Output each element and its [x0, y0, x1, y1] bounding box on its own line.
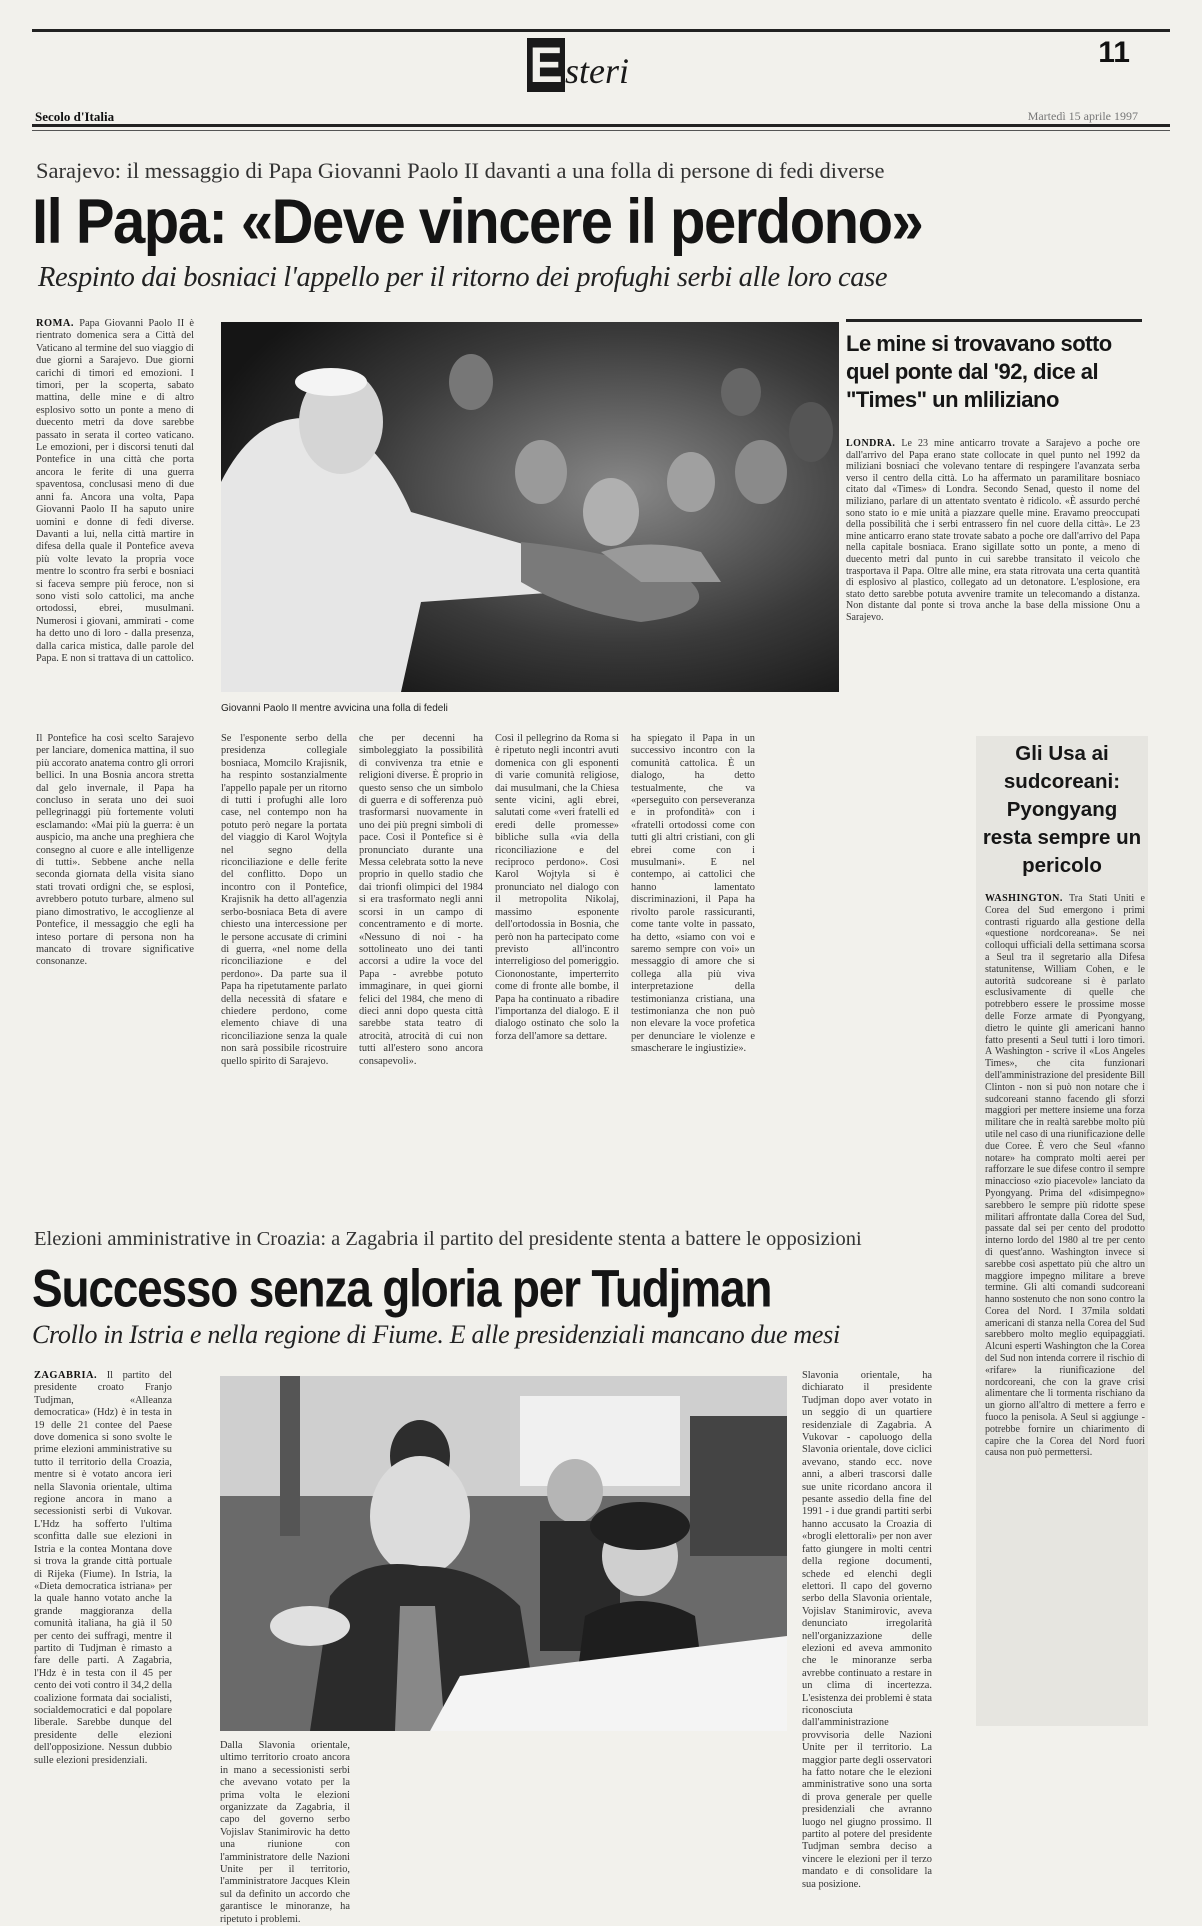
article1-col1-lead: Papa Giovanni Paolo II è rientrato domenica sera a Città del Vaticano al termine del suo viaggio di due giorni a Sarajevo. Due giorni carichi di timori ed emozioni. I timori, per la scoperta, sabato mattina, delle mine e di altro esplosivo sotto un ponte a meno di duecento metri da dove sarebbe passato in serata il corteo vaticano. Le emozioni, per i discorsi tenuti dal Pontefice in una città che porta ancora le ferite di una guerra spaventosa, conclusasi meno di due anni fa. Ancora una volta, Papa Giovanni Paolo II ha saputo unire uomini e donne di fedi diverse. Davanti a lui, nella città martire in difesa della quale il Pontefice aveva più volte levato la propria voce mentre lo scontro fra serbi e bosniaci si faceva sempre più feroce, non si sono visti solo cattolici, ma anche ortodossi, ebrei, musulmani. Numerosi i giovani, ammirati - come ha detto uno di loro - dalla presenza, dalla carica mistica, dalle parole del Papa. E non si trattava di un cattolico. — [36, 318, 194, 664]
sidebar2-text: Tra Stati Uniti e Corea del Sud emergono i primi contrasti riguardo alla gestione della «questione nordcoreana». Se nei colloqui ufficiali della settimana scorsa a Seul tra il segretario alla Difesa statunitense, William Cohen, e le autorità sudcoreane si è parlato esclusivamente di quelle che potrebbero essere le prossime mosse delle Forze armate di Pyongyang, dietro le quinte gli americani hanno fatto presenti a Seul tutti i loro timori. A Washington - scrive il «Los Angeles Times», che cita funzionari dell'amministrazione del presidente Bill Clinton - non si può non notare che i sudcoreani stanno facendo gli sforzi maggiori per mettere insieme una forza militare che in realtà sarebbe molto più utile nel caso di una riunificazione delle due Coree. È vero che Seul «fanno notare» ha comprato molti aerei per rafforzare le sue difese contro il sempre minaccioso «zio piacevole» lanciato da Pyongyang. Prima del «disimpegno» sarebbero le sempre più ridotte spese militari affrontate dalla Corea del Sud, passate dal sei per cento del prodotto interno lordo del 1980 al tre per cento di quest'anno. Washington invece si sarebbe così aspettato più che altro un maggiore impegno militare a breve termine. Gli alti comandi sudcoreani hanno sostenuto che non sono contro la Corea del Nord. I 37mila soldati americani di stanza nella Corea del Sud sarebbero molto meglio equipaggiati. Alcuni esperti Washington che la Corea del Sud non intenda correre il rischio di «rifare» la riunificazione del nordcoreani, che con la grave crisi alimentare che li tormenta rischiano da un giorno all'altro di mettere a ferro e fuoco la penisola. A Seul si aggiunge - potrebbe fornire un chiarimento di capire che la Corea del Nord fuori causa non può permettersi. — [985, 893, 1145, 1459]
top-rule — [32, 29, 1170, 32]
sidebar1-body — [846, 438, 1140, 708]
section-logo-initial: E — [527, 38, 565, 92]
masthead-rule — [32, 124, 1170, 127]
article1-dateline: ROMA. — [36, 318, 74, 329]
pope-photo — [221, 322, 839, 692]
article1-column-1-cont — [36, 733, 194, 1195]
masthead-rule-thin — [32, 130, 1170, 131]
article1-column-6 — [766, 733, 890, 1195]
section-logo — [527, 38, 629, 98]
tudjman-photo-image — [220, 1376, 787, 1731]
page-number: 11 — [1098, 36, 1130, 69]
article1-headline: Il Papa: «Deve vincere il perdono» — [32, 187, 923, 258]
issue-date: Martedì 15 aprile 1997 — [1027, 109, 1138, 123]
sidebar2-body — [985, 893, 1145, 1723]
section-logo-text: steri — [565, 51, 630, 91]
article1-col5-text: ha spiegato il Papa in un successivo incontro con la comunità cattolica. È un dialogo, ha detto testualmente, che va «perseguito con perseveranza e in profondità» con i «fratelli ortodossi come con tutti gli altri cristiani, con gli ebrei come con i musulmani». E nel contempo, ai cattolici che hanno lamentato discriminazioni, il Papa ha rivolto parole rassicuranti, come tante volte in passato, ha detto, «siamo con voi e saremo sempre con voi» un messaggio di amore che si collega alla più viva interpretazione della testimonianza cristiana, una testimonianza che non può non elevare la voce profetica per denunciare le violenze e smascherare le ingiustizie». — [631, 733, 755, 1055]
newspaper-name: Secolo d'Italia — [35, 109, 115, 124]
article2-headline: Successo senza gloria per Tudjman — [32, 1258, 772, 1318]
article2-col2-text: Slavonia orientale, ha dichiarato il presidente Tudjman dopo aver votato in un seggio di un quartiere residenziale di Zagabria. A Vukovar - capoluogo della Slavonia orientale, dove ciclici avevano, stando ecc. nove anni, a alberi trascorsi dalle sue unite ricordano ancora il pesante assedio della fine del 1991 - i due grandi partiti serbi hanno accusato la Croazia di «brogli elettorali» per non aver fatto giungere in molti centri della regione documenti, schede ed elenchi degli elettori. Il capo del governo serbo della Slavonia orientale, Vojislav Stanimirovic, aveva denunciato irregolarità nell'organizzazione delle elezioni ed aveva ammonito che le minoranze serba avrebbe continuato a restare in un clima di incertezza. L'esistenza dei problemi è stata riconosciuta dall'amministrazione provvisoria delle Nazioni Unite per il territorio. La maggior parte degli osservatori ha fatto notare che le elezioni amministrative sono una sorta di prova generale per quelle presidenziali che avranno luogo nel giugno prossimo. Il partito al potere del presidente Tudjman sembra deciso a vincere le elezioni per il terzo mandato e di consolidare la sua posizione. — [802, 1370, 932, 1890]
sidebar1-headline: Le mine si trovavano sotto quel ponte dal '92, dice al "Times" un mliliziano — [846, 331, 1112, 412]
article1-column-2 — [221, 733, 347, 1195]
article1-column-1 — [36, 318, 194, 733]
article2-dateline: ZAGABRIA. — [34, 1370, 98, 1381]
sidebar1-dateline: LONDRA. — [846, 438, 896, 449]
article1-column-3 — [359, 733, 483, 1195]
sidebar2-headline: Gli Usa ai sudcoreani: Pyongyang resta sempre un pericolo — [982, 742, 1142, 877]
article1-column-4 — [495, 733, 619, 1195]
pope-photo-image — [221, 322, 839, 692]
tudjman-photo — [220, 1376, 787, 1731]
article1-col1-cont-text: Il Pontefice ha così scelto Sarajevo per lanciare, domenica mattina, il suo più accorato anatema contro gli orrori bellici. In una Bosnia ancora stretta dal gelo invernale, il Papa ha concluso in serata uno dei suoi pellegrinaggi più fortemente voluti esclamando: «Mai più la guerra: è un auspicio, ma anche una preghiera che consegno al cuore e alle intelligenze di tutti». Sebbene anche nella seconda giornata della visita siano stati trovati ordigni che, se esplosi, avrebbero potuto turbare, almeno sul piano dimostrativo, le accoglienze al Pontefice, il messaggio che egli ha inteso portare di persona non ha mancato di trovare significative consonanze. — [36, 733, 194, 968]
article2-col1-text: Il partito del presidente croato Franjo Tudjman, «Alleanza democratica» (Hdz) è in testa in 19 delle 21 contee del Paese dove domenica si sono svolte le prime elezioni amministrative su tutto il territorio della Croazia, mentre si è votato ancora ieri nella Slavonia orientale, ultima regione ancora in mano a secessionisti serbi di Vukovar. L'Hdz ha sofferto l'ultima sconfitta dalle sue elezioni in Istria e la contea Montana dove si trova la grande città portuale di Rijeka (Fiume). In Istria, la «Dieta democratica istriana» per la quale hanno votato anche la grande maggioranza della comunità italiana, ha già il 50 per cento dei suffragi, mentre il partito di Tudjman è rimasto a fare delle parti. A Zagabria, l'Hdz è in testa con il 45 per cento dei voti contro il 34,2 della coalizione formata dai socialisti, socialdemocratici e dal popolare liberale. Sarebbe dunque del presidente delle elezioni dell'opposizione. Nessun dubbio sulle elezioni presidenziali. — [34, 1370, 172, 1766]
article2-subhead: Crollo in Istria e nella regione di Fiume. E alle presidenziali mancano due mesi — [32, 1320, 840, 1349]
sidebar2-dateline: WASHINGTON. — [985, 893, 1063, 904]
article1-column-5 — [631, 733, 755, 1195]
article1-col3-text: che per decenni ha simboleggiato la possibilità di convivenza tra etnie e religioni diverse. È proprio in questo senso che un simbolo di guerra e di sofferenza può trasformarsi nuovamente in uno dei più pregni simboli di pace. Così il Pontefice si è pronunciato durante una Messa celebrata sotto la neve proprio in quello stadio che dai trionfi olimpici del 1984 si era trasformato negli anni scorsi in un campo di concentramento e di morte. «Nessuno di noi - ha sottolineato uno dei tanti accorsi a udire la voce del Papa - avrebbe potuto immaginare, in quei giorni felici del 1984, che meno di dieci anni dopo questa città sarebbe stata teatro di atrocità, atrocità di cui non tutti all'estero sono ancora consapevoli». — [359, 733, 483, 1067]
article2-column-3 — [220, 1740, 350, 1925]
article1-col2-text: Se l'esponente serbo della presidenza collegiale bosniaca, Momcilo Krajisnik, ha respinto sostanzialmente l'appello papale per un ritorno di tutti i profughi alle loro case, nel contempo non ha potuto però negare la portata del viaggio di Karol Wojtyla nel segno della riconciliazione e delle ferite del conflitto. Dopo un incontro con il Pontefice, Krajisnik ha detto all'agenzia serbo-bosniaca Beta di avere chiesto una intercessione per le persone accusate di crimini di guerra, «nel nome della riconciliazione e del perdono». Da parte sua il Papa ha ripetutamente parlato della necessità di sfatare e chiedere perdono, come elemento chiave di una riconciliazione senza la quale non sarà possibile ricostruire quello spirito di Sarajevo. — [221, 733, 347, 1067]
article1-col4-text: Così il pellegrino da Roma si è ripetuto negli incontri avuti domenica con gli esponenti di varie comunità religiose, dai musulmani, che la Chiesa sente vicini, agli ebrei, salutati come «veri fratelli ed eredi delle promesse» bibliche sulla «via della riconciliazione e del reciproco perdono». Così Karol Wojtyla si è pronunciato nel dialogo con il metropolita Nikolaj, massimo esponente dell'ortodossia in Bosnia, che però non ha partecipato come previsto all'incontro interreligioso del pomeriggio. Ciononostante, imperterrito come di fronte alle bombe, il Papa ha continuato a ribadire l'importanza del dialogo. E il dialogo ostinato che solo la forza dell'amore sa dettare. — [495, 733, 619, 1042]
pope-photo-caption: Giovanni Paolo II mentre avvicina una folla di fedeli — [221, 703, 448, 714]
article2-kicker: Elezioni amministrative in Croazia: a Zagabria il partito del presidente stenta a battere le opposizioni — [34, 1228, 862, 1250]
sidebar1-top-rule — [846, 319, 1142, 322]
article2-column-1 — [34, 1370, 172, 1766]
sidebar1-text: Le 23 mine anticarro trovate a Sarajevo a poche ore dall'arrivo del Papa erano state collocate in quel punto nel 1992 da miliziani bosniaci che volevano tentare di respingere l'avanzata serba verso il centro della città. Lo ha affermato un paramilitare bosniaco citato dal «Times» di Londra. Secondo Senad, questo il nome del miliziano, parlare di un attentato sventato è ridicolo. «È assurdo perché sono stato io e mie unità a piazzare quelle mine. Eravamo preoccupati della possibilità che i serbi entrassero fin nel cuore della città». Le 23 mine anticarro erano state trovate sabato a poche ore dall'arrivo del Papa nella capitale bosniaca. Erano sigillate sotto un ponte, a meno di duecento metri dal punto in cui sarebbe transitato il veicolo che trasportava il Papa. Oltre alle mine, era stata ritrovata una certa quantità di esplosivo al plastico, collegato ad un detonatore. L'esplosione, era stato detto sarebbe potuta avvenire tramite un telecomando a distanza. Non distante dal ponte si trova anche la base della missione Onu a Sarajevo. — [846, 438, 1140, 623]
article1-kicker: Sarajevo: il messaggio di Papa Giovanni Paolo II davanti a una folla di persone di fedi diverse — [36, 158, 885, 183]
article2-col3-text: Dalla Slavonia orientale, ultimo territorio croato ancora in mano a secessionisti serbi che avevano votato per la prima volta le elezioni organizzate da Zagabria, il capo del governo serbo Vojislav Stanimirovic ha detto una riunione con l'amministratore delle Nazioni Unite per il territorio, l'amministratore Jacques Klein sul da definito un accordo che garantisce le minoranze, ha ripetuto i problemi. — [220, 1740, 350, 1925]
article2-column-2 — [802, 1370, 932, 1890]
article1-subhead: Respinto dai bosniaci l'appello per il ritorno dei profughi serbi alle loro case — [38, 262, 888, 293]
